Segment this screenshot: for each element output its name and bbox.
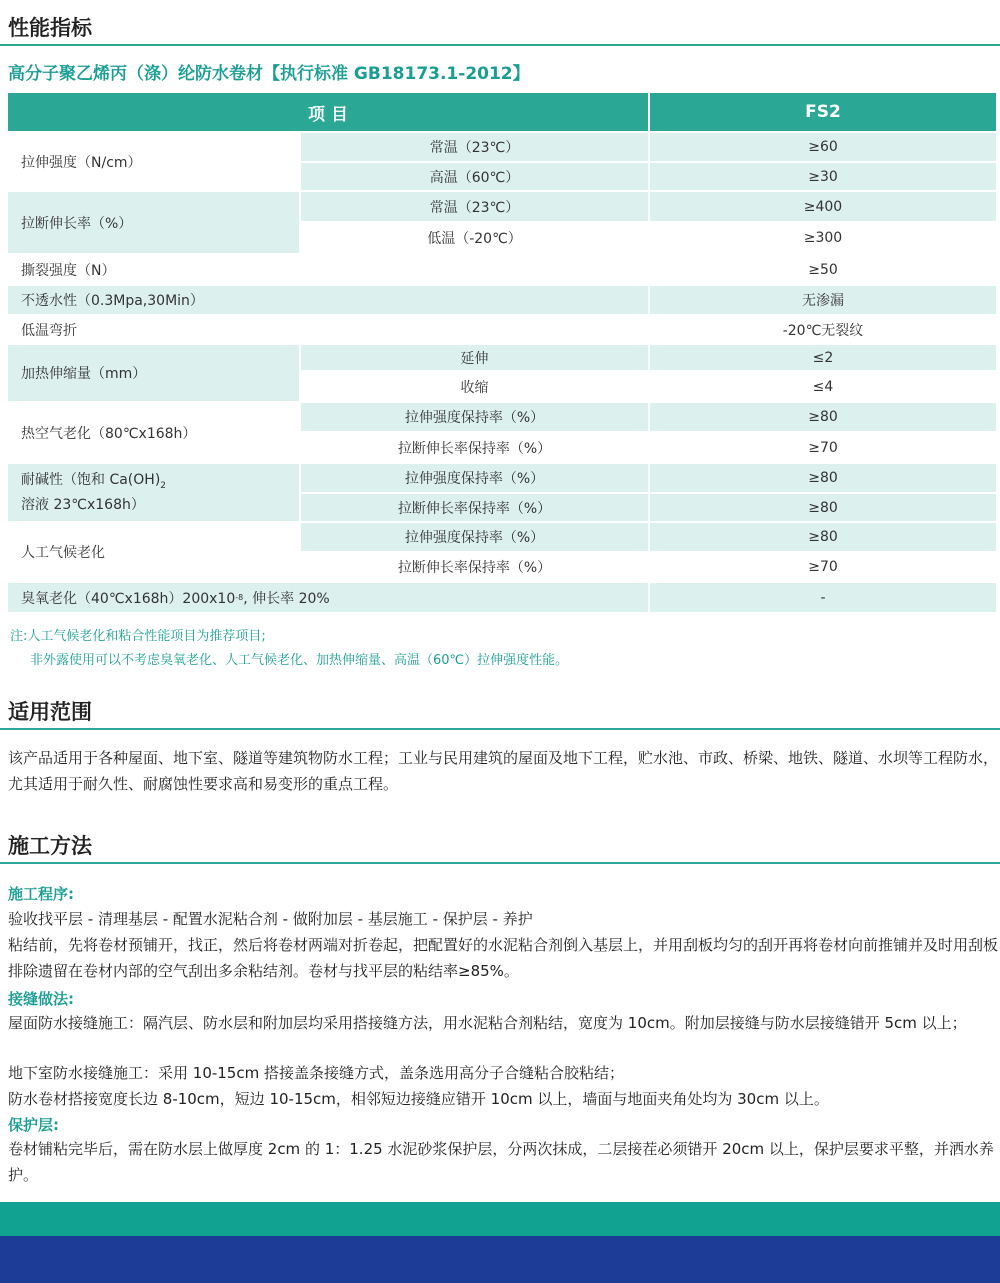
row-sub-weather-1: 拉伸强度保持率（%） bbox=[301, 523, 648, 551]
row-sub-heat-shrink-2: 收缩 bbox=[301, 372, 648, 401]
row-val-weather-2: ≥70 bbox=[650, 553, 996, 581]
section-title-construction: 施工方法 bbox=[8, 834, 92, 858]
scope-paragraph: 该产品适用于各种屋面、地下室、隧道等建筑物防水工程；工业与民用建筑的屋面及地下工程，贮水池、市政、桥梁、地铁、隧道、水坝等工程防水，尤其适用于耐久性、耐腐蚀性要求高和易变形的重点工程。 bbox=[8, 749, 999, 793]
row-val-tensile-1: ≥60 bbox=[650, 133, 996, 161]
procedure-detail: 粘结前，先将卷材预铺开，找正，然后将卷材两端对折卷起，把配置好的水泥粘合剂倒入基层上，并用刮板均匀的刮开再将卷材向前推铺并及时用刮板排除遗留在卷材内部的空气刮出多余粘结剂。卷材与找平层的粘结率≥85%。 bbox=[8, 936, 999, 980]
row-label-weather: 人工气候老化 bbox=[8, 523, 299, 581]
product-subtitle: 高分子聚乙烯丙（涤）纶防水卷材【执行标准 GB18173.1-2012】 bbox=[8, 64, 530, 84]
table-header-item: 项 目 bbox=[8, 93, 648, 131]
section-title-performance: 性能指标 bbox=[8, 16, 92, 40]
row-val-tensile-2: ≥30 bbox=[650, 163, 996, 190]
table-header-fs2: FS2 bbox=[650, 93, 996, 131]
section-divider bbox=[0, 862, 1000, 864]
row-val-lowtemp: -20℃无裂纹 bbox=[650, 316, 996, 343]
joint-heading: 接缝做法: bbox=[8, 990, 74, 1008]
row-val-alkali-2: ≥80 bbox=[650, 494, 996, 521]
row-sub-heat-shrink-1: 延伸 bbox=[301, 345, 648, 370]
protect-detail: 卷材铺粘完毕后，需在防水层上做厚度 2cm 的 1：1.25 水泥砂浆保护层，分两次抹成，二层接茬必须错开 20cm 以上，保护层要求平整，并洒水养护。 bbox=[8, 1140, 994, 1184]
row-val-alkali-1: ≥80 bbox=[650, 464, 996, 492]
row-label-hot-air: 热空气老化（80℃x168h） bbox=[8, 403, 299, 462]
section-divider bbox=[0, 44, 1000, 46]
row-val-impermeable: 无渗漏 bbox=[650, 286, 996, 314]
joint-overlap: 防水卷材搭接宽度长边 8-10cm，短边 10-15cm，相邻短边接缝应错开 10cm 以上，墙面与地面夹角处均为 30cm 以上。 bbox=[8, 1090, 829, 1108]
row-label-impermeable: 不透水性（0.3Mpa,30Min） bbox=[8, 286, 648, 314]
procedure-steps: 验收找平层 - 清理基层 - 配置水泥粘合剂 - 做附加层 - 基层施工 - 保护层 - 养护 bbox=[8, 910, 533, 928]
note-line-1: 注:人工气候老化和粘合性能项目为推荐项目; bbox=[10, 629, 266, 644]
row-val-hot-air-2: ≥70 bbox=[650, 433, 996, 462]
row-label-tear: 撕裂强度（N） bbox=[8, 255, 648, 284]
row-sub-alkali-2: 拉断伸长率保持率（%） bbox=[301, 494, 648, 521]
section-divider bbox=[0, 728, 1000, 730]
row-val-elongation-2: ≥300 bbox=[650, 223, 996, 253]
row-val-hot-air-1: ≥80 bbox=[650, 403, 996, 431]
row-val-tear: ≥50 bbox=[650, 255, 996, 284]
row-sub-weather-2: 拉断伸长率保持率（%） bbox=[301, 553, 648, 581]
procedure-heading: 施工程序: bbox=[8, 885, 74, 903]
row-label-heat-shrink: 加热伸缩量（mm） bbox=[8, 345, 299, 401]
section-title-scope: 适用范围 bbox=[8, 700, 92, 724]
row-val-heat-shrink-2: ≤4 bbox=[650, 372, 996, 401]
row-sub-tensile-1: 常温（23℃） bbox=[301, 133, 648, 161]
row-val-weather-1: ≥80 bbox=[650, 523, 996, 551]
row-label-lowtemp: 低温弯折 bbox=[8, 316, 648, 343]
row-label-ozone: 臭氧老化（40℃x168h）200x10 -8 , 伸长率 20% bbox=[8, 583, 648, 612]
protect-heading: 保护层: bbox=[8, 1116, 59, 1134]
note-line-2: 非外露使用可以不考虑臭氧老化、人工气候老化、加热伸缩量、高温（60℃）拉伸强度性能。 bbox=[30, 653, 569, 668]
row-val-ozone: - bbox=[650, 583, 996, 612]
row-val-elongation-1: ≥400 bbox=[650, 192, 996, 221]
row-label-elongation: 拉断伸长率（%） bbox=[8, 192, 299, 253]
row-sub-alkali-1: 拉伸强度保持率（%） bbox=[301, 464, 648, 492]
joint-roof: 屋面防水接缝施工：隔汽层、防水层和附加层均采用搭接缝方法，用水泥粘合剂粘结，宽度为 10cm。附加层接缝与防水层接缝错开 5cm 以上； bbox=[8, 1014, 967, 1032]
footer-band-teal bbox=[0, 1202, 1000, 1236]
row-label-alkali: 耐碱性（饱和 $Ca(OH)_2$ 溶液 23℃x168h） bbox=[8, 464, 299, 521]
row-sub-hot-air-1: 拉伸强度保持率（%） bbox=[301, 403, 648, 431]
row-sub-hot-air-2: 拉断伸长率保持率（%） bbox=[301, 433, 648, 462]
row-label-tensile: 拉伸强度（N/cm） bbox=[8, 133, 299, 190]
joint-basement: 地下室防水接缝施工：采用 10-15cm 搭接盖条接缝方式，盖条选用高分子合缝粘合胶粘结； bbox=[8, 1064, 624, 1082]
row-val-heat-shrink-1: ≤2 bbox=[650, 345, 996, 370]
row-sub-elongation-2: 低温（-20℃） bbox=[301, 223, 648, 253]
footer-band-blue bbox=[0, 1236, 1000, 1283]
row-sub-tensile-2: 高温（60℃） bbox=[301, 163, 648, 190]
row-sub-elongation-1: 常温（23℃） bbox=[301, 192, 648, 221]
